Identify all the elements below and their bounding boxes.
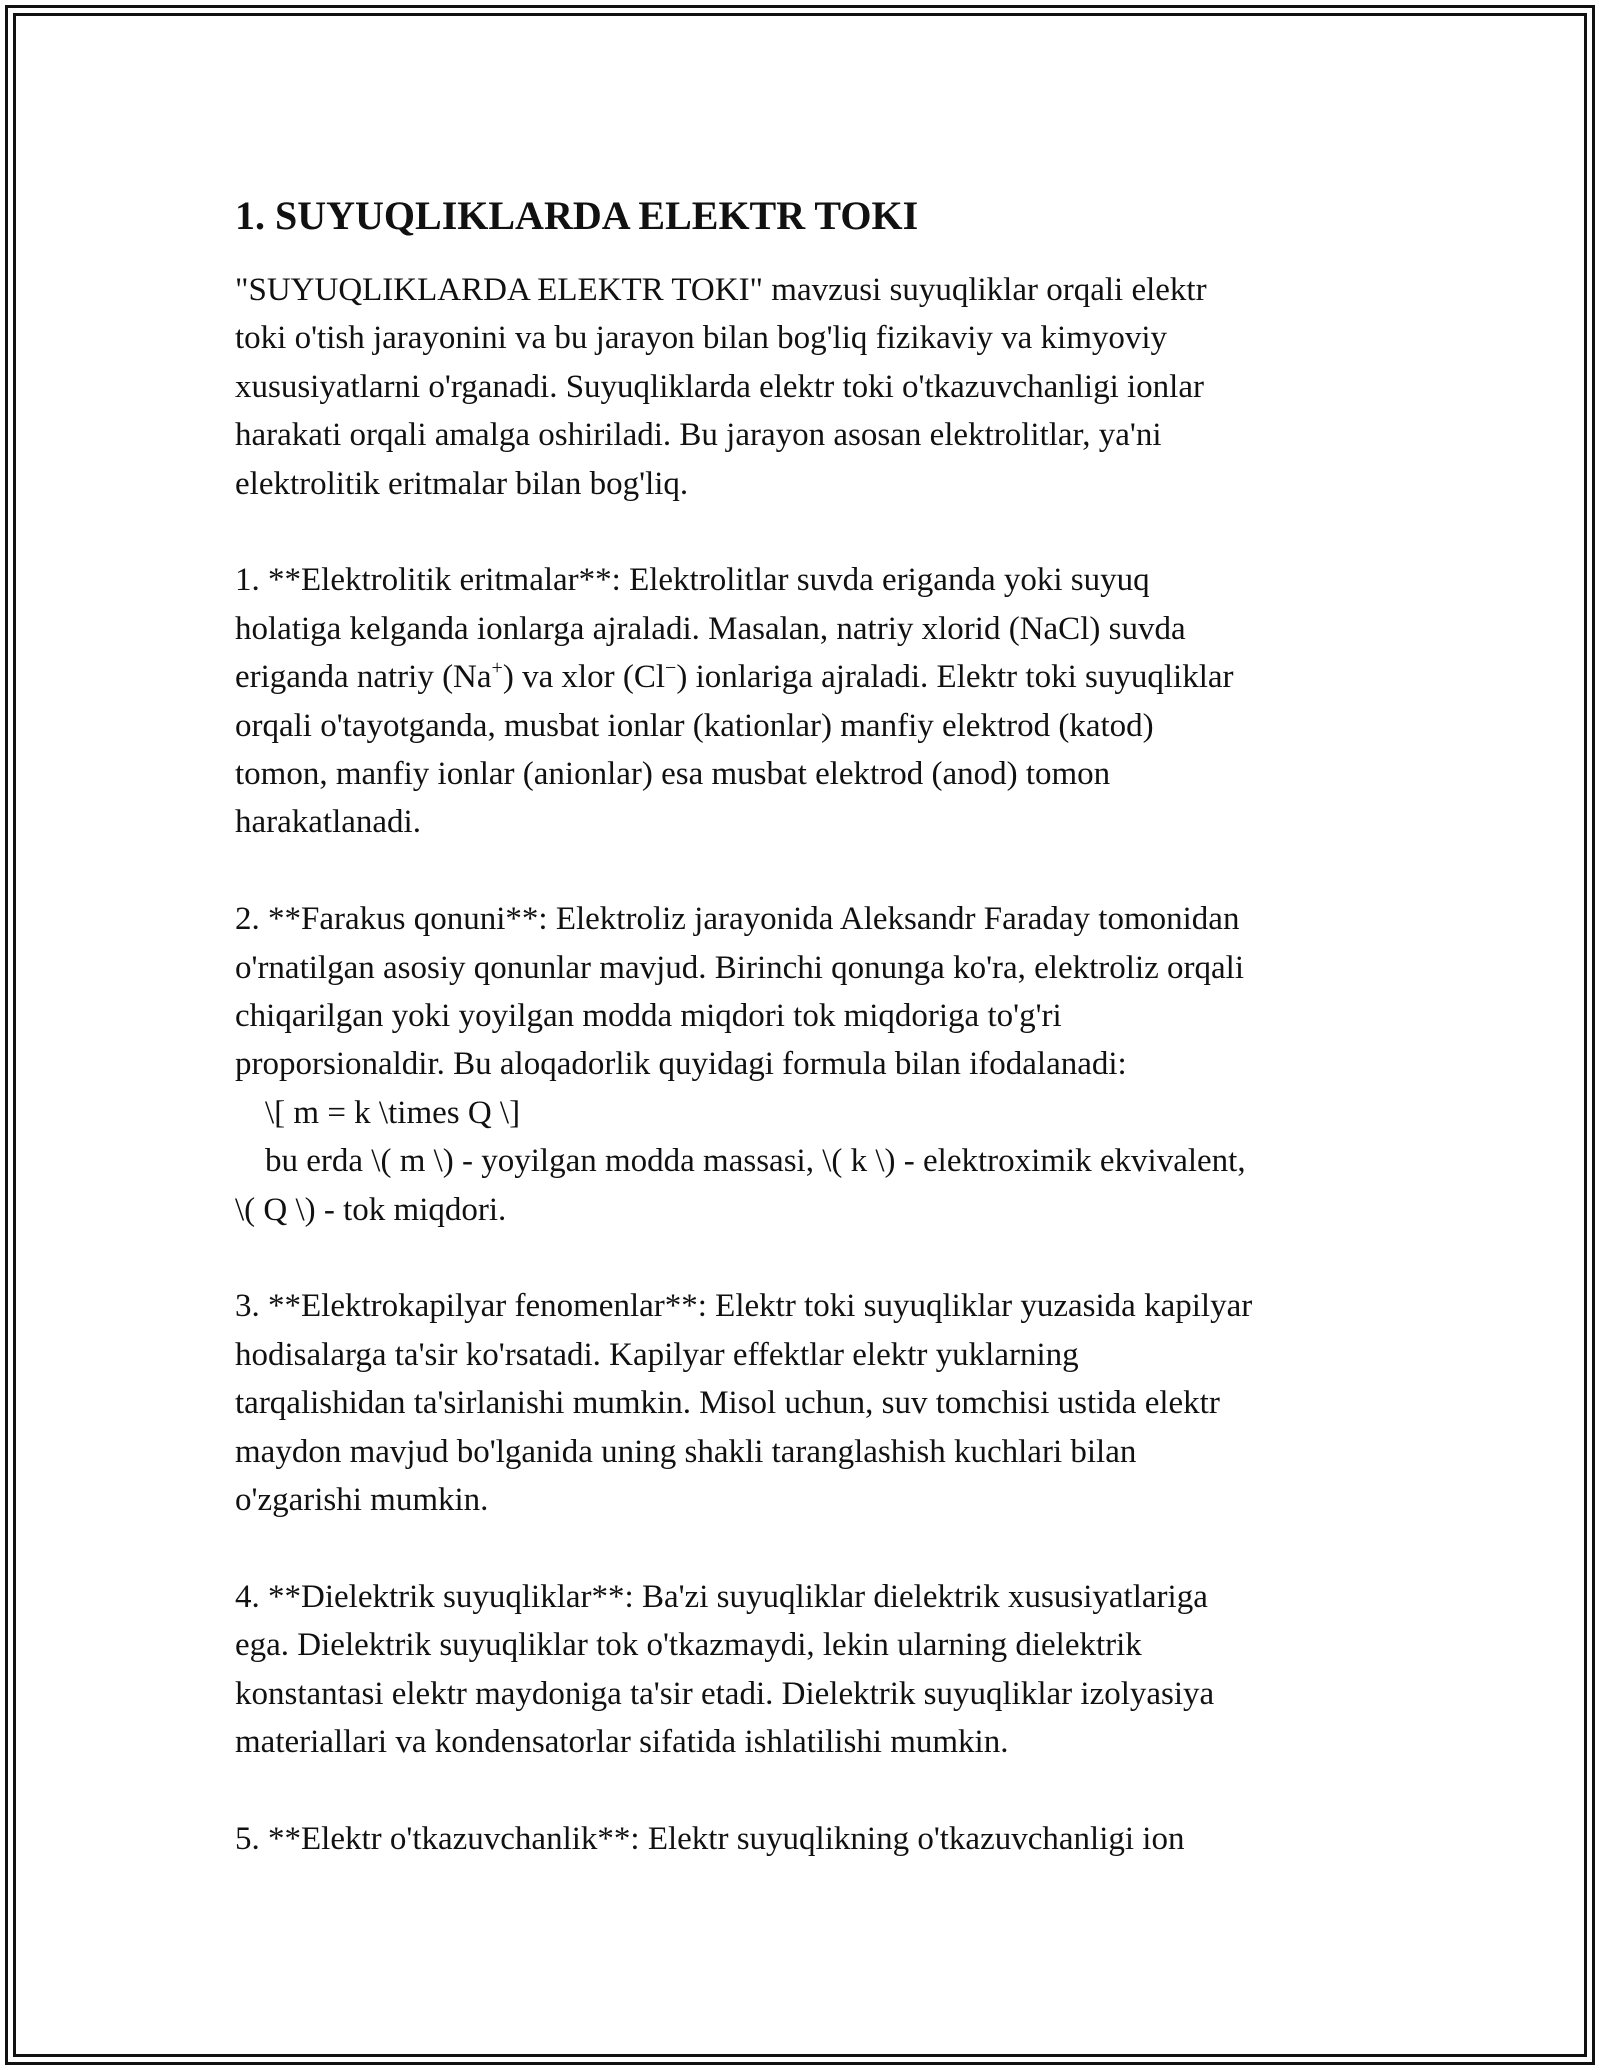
intro-line: elektrolitik eritmalar bilan bog'liq. <box>235 465 689 502</box>
section-line: materiallari va kondensatorlar sifatida ishlatilishi mumkin. <box>235 1724 1009 1761</box>
intro-line: toki o'tish jarayonini va bu jarayon bilan bog'liq fizikaviy va kimyoviy <box>235 320 1168 357</box>
paragraph-gap <box>235 1234 1375 1282</box>
section-line: 3. **Elektrokapilyar fenomenlar**: Elektr toki suyuqliklar yuzasida kapilyar <box>235 1288 1253 1325</box>
section-line: konstantasi elektr maydoniga ta'sir etadi. Dielektrik suyuqliklar izolyasiya <box>235 1675 1215 1712</box>
section-electrocapillary <box>235 1282 1375 1524</box>
intro-line: harakati orqali amalga oshiriladi. Bu jarayon asosan elektrolitlar, ya'ni <box>235 417 1162 454</box>
section-line: tarqalishidan ta'sirlanishi mumkin. Misol uchun, suv tomchisi ustida elektr <box>235 1385 1220 1422</box>
paragraph-gap <box>235 847 1375 895</box>
section-line: \( Q \) - tok miqdori. <box>235 1191 507 1228</box>
text-fragment: eriganda natriy (Na <box>235 659 492 696</box>
section-line: maydon mavjud bo'lganida uning shakli taranglashish kuchlari bilan <box>235 1433 1137 1470</box>
section-line: o'zgarishi mumkin. <box>235 1482 489 1519</box>
paragraph-gap <box>235 1767 1375 1815</box>
section-line: holatiga kelganda ionlarga ajraladi. Masalan, natriy xlorid (NaCl) suvda <box>235 610 1186 647</box>
intro-line: "SUYUQLIKLARDA ELEKTR TOKI" mavzusi suyuqliklar orqali elektr <box>235 272 1207 308</box>
paragraph-gap <box>235 1525 1375 1573</box>
section-line: 2. **Farakus qonuni**: Elektroliz jarayonida Aleksandr Faraday tomonidan <box>235 901 1240 938</box>
section-line: bu erda \( m \) - yoyilgan modda massasi, \( k \) - elektroximik ekvivalent, <box>265 1143 1246 1180</box>
formula-line: \[ m = k \times Q \] <box>265 1094 521 1131</box>
document-title: 1. SUYUQLIKLARDA ELEKTR TOKI <box>235 193 919 238</box>
section-line: ega. Dielektrik suyuqliklar tok o'tkazmaydi, lekin ularning dielektrik <box>235 1627 1142 1664</box>
section-line: o'rnatilgan asosiy qonunlar mavjud. Birinchi qonunga ko'ra, elektroliz orqali <box>235 949 1244 986</box>
section-line: 5. **Elektr o'tkazuvchanlik**: Elektr suyuqlikning o'tkazuvchanligi ion <box>235 1820 1185 1857</box>
intro-paragraph <box>235 266 1375 508</box>
section-dielectric-liquids <box>235 1573 1375 1767</box>
intro-line: xususiyatlarni o'rganadi. Suyuqliklarda elektr toki o'tkazuvchanligi ionlar <box>235 368 1204 405</box>
section-line: hodisalarga ta'sir ko'rsatadi. Kapilyar effektlar elektr yuklarning <box>235 1336 1079 1373</box>
section-line: 4. **Dielektrik suyuqliklar**: Ba'zi suyuqliklar dielektrik xususiyatlariga <box>235 1578 1208 1615</box>
section-line: 1. **Elektrolitik eritmalar**: Elektrolitlar suvda eriganda yoki suyuq <box>235 562 1150 599</box>
section-line: chiqarilgan yoki yoyilgan modda miqdori tok miqdoriga to'g'ri <box>235 998 1062 1035</box>
section-line: harakatlanadi. <box>235 804 421 841</box>
document-body <box>235 190 1375 1863</box>
section-line-with-ions <box>235 653 1375 701</box>
paragraph-gap <box>235 508 1375 556</box>
section-line: tomon, manfiy ionlar (anionlar) esa musbat elektrod (anod) tomon <box>235 756 1111 793</box>
section-line: orqali o'tayotganda, musbat ionlar (kationlar) manfiy elektrod (katod) <box>235 707 1154 744</box>
section-line: proporsionaldir. Bu aloqadorlik quyidagi formula bilan ifodalanadi: <box>235 1046 1127 1083</box>
section-conductivity <box>235 1815 1375 1863</box>
text-fragment: ) ionlariga ajraladi. Elektr toki suyuqliklar <box>676 659 1234 696</box>
superscript-charge: + <box>491 657 503 680</box>
section-electrolytic-solutions <box>235 556 1375 846</box>
section-faraday-law <box>235 895 1375 1234</box>
superscript-charge: − <box>665 657 677 680</box>
text-fragment: ) va xlor (Cl <box>502 659 666 696</box>
